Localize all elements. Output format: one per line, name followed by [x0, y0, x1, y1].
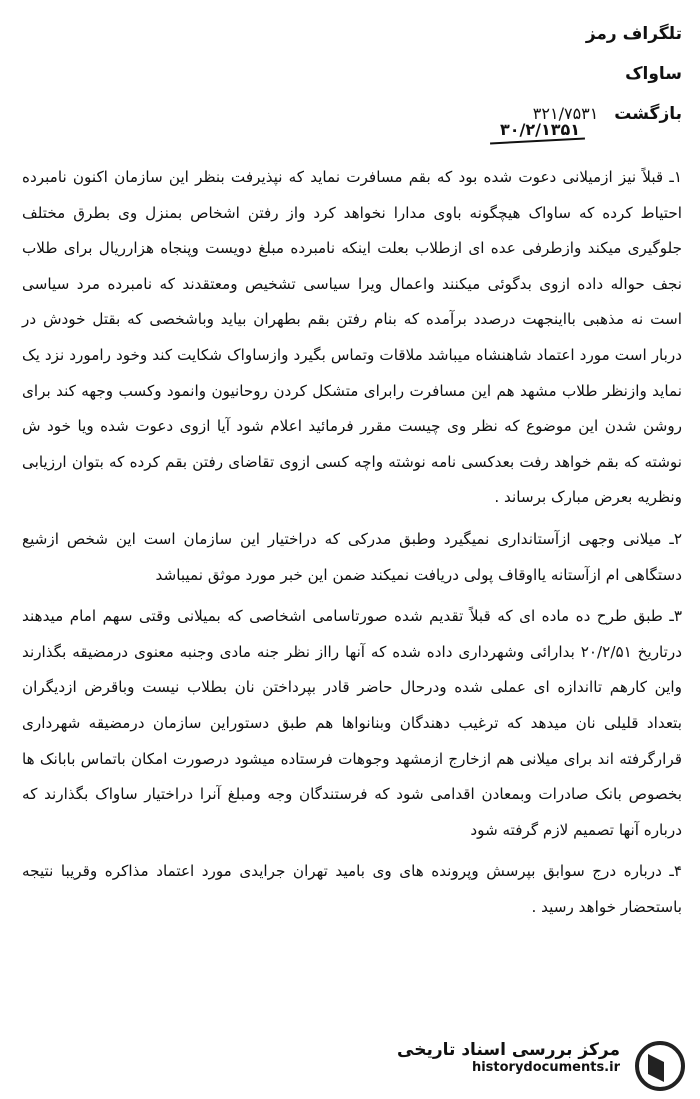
document-date: ۳۰/۲/۱۳۵۱ — [500, 120, 581, 139]
paragraph-2: ۲ـ میلانی وجهی ازآستانداری نمیگیرد وطبق مدرکی که دراختیار این سازمان است این شخص ازشیع دستگاهی ام ازآستانه یااوقاف پولی دریافت نمیکند ضمن این خبر مورد موثق نمیباشد — [22, 529, 682, 584]
paragraph-3: ۳ـ طبق طرح ده ماده ای که قبلاً تقدیم شده صورتاسامی اشخاصی که بمیلانی وقتی سهم امام میدهند درتاریخ ۲۰/۲/۵۱ بدارائی وشهرداری داده شده که آنها رااز نظر جنه مادی وجنبه معنوی درمضیقه بگذارند واین کارهم تااندازه ای عملی شده ودرحال حاضر قادر بپرداختن نان بطلاب نیست وباقرض ازدیگران بتعداد قلیلی نان میدهد که ترغیب دهندگان وبنانواها هم طبق دستوراین سازمان درمضیقه شهرداری قرارگرفته اند برای میلانی هم ازخارج ازمشهد وجوهات فرستاده میشود درصورت امکان باتماس بابانک ها بخصوص بانک صادرات وبمعادن اقدامی شود که فرستندگان وجه ومبلغ آنرا دراختیار ساواک بگذارند که درباره آنها تصمیم لازم گرفته شود — [22, 607, 682, 839]
archive-watermark — [397, 1040, 690, 1092]
paragraph-4: ۴ـ درباره درج سوابق بپرسش وپرونده های وی بامید تهران جرایدی مورد اعتماد مذاکره وقریبا نتیجه باستحضار خواهد رسید . — [22, 862, 682, 916]
watermark-url: historydocuments.ir — [471, 1060, 620, 1075]
reference-number: ۳۲۱/۷۵۳۱ — [532, 104, 599, 123]
telegram-body — [22, 160, 682, 925]
watermark-title: مرکز بررسی اسناد تاریخی — [397, 1040, 620, 1060]
telegram-header — [382, 14, 682, 134]
telegram-title: تلگراف رمز — [585, 24, 682, 44]
watermark-text — [397, 1040, 620, 1075]
recipient-line: ساواک — [625, 64, 682, 84]
reference-label: بازگشت — [614, 104, 682, 124]
archive-logo-icon — [630, 1040, 690, 1092]
paragraph-1: ۱ـ قبلاً نیز ازمیلانی دعوت شده بود که بقم مسافرت نماید که نپذیرفت بنظر این سازمان اکنون نامبرده احتیاط کرده که ساواک هیچگونه باوی مدارا نخواهد کرد واز رفتن اشخاص بمنزل وی بطرق مختلف جلوگیری میکند وازطرفی عده ای ازطلاب بعلت اینکه نامبرده مبلغ دویست وپنجاه هزارریال برای طلاب نجف حواله داده ازوی بدگوئی میکنند واعمال ویرا سیاسی تشخیص ومعتقدند که نامبرده مرد سیاسی است نه مذهبی بااینجهت درصدد برآمده که بنام رفتن بقم بطهران بیاید وباشخصی که بقتل خودش در دربار است مورد اعتماد شاهنشاه میباشد ملاقات وتماس بگیرد وازساواک شکایت کند وخود رامورد نزد یک نماید وازنظر طلاب مشهد هم این مسافرت رابرای متشکل کردن روحانیون وانمود وکسب وجهه کند برای روشن شدن این موضوع که نظر وی چیست مقرر فرمائید اعلام شود آیا ازوی دعوت شده ویا خود ش نوشته که بقم خواهد رفت بعدکسی نامه نوشته واچه کسی ازوی تقاضای رفتن بقم کرده که بتوان ارزیابی ونظریه بعرض مبارک برساند . — [22, 168, 682, 507]
